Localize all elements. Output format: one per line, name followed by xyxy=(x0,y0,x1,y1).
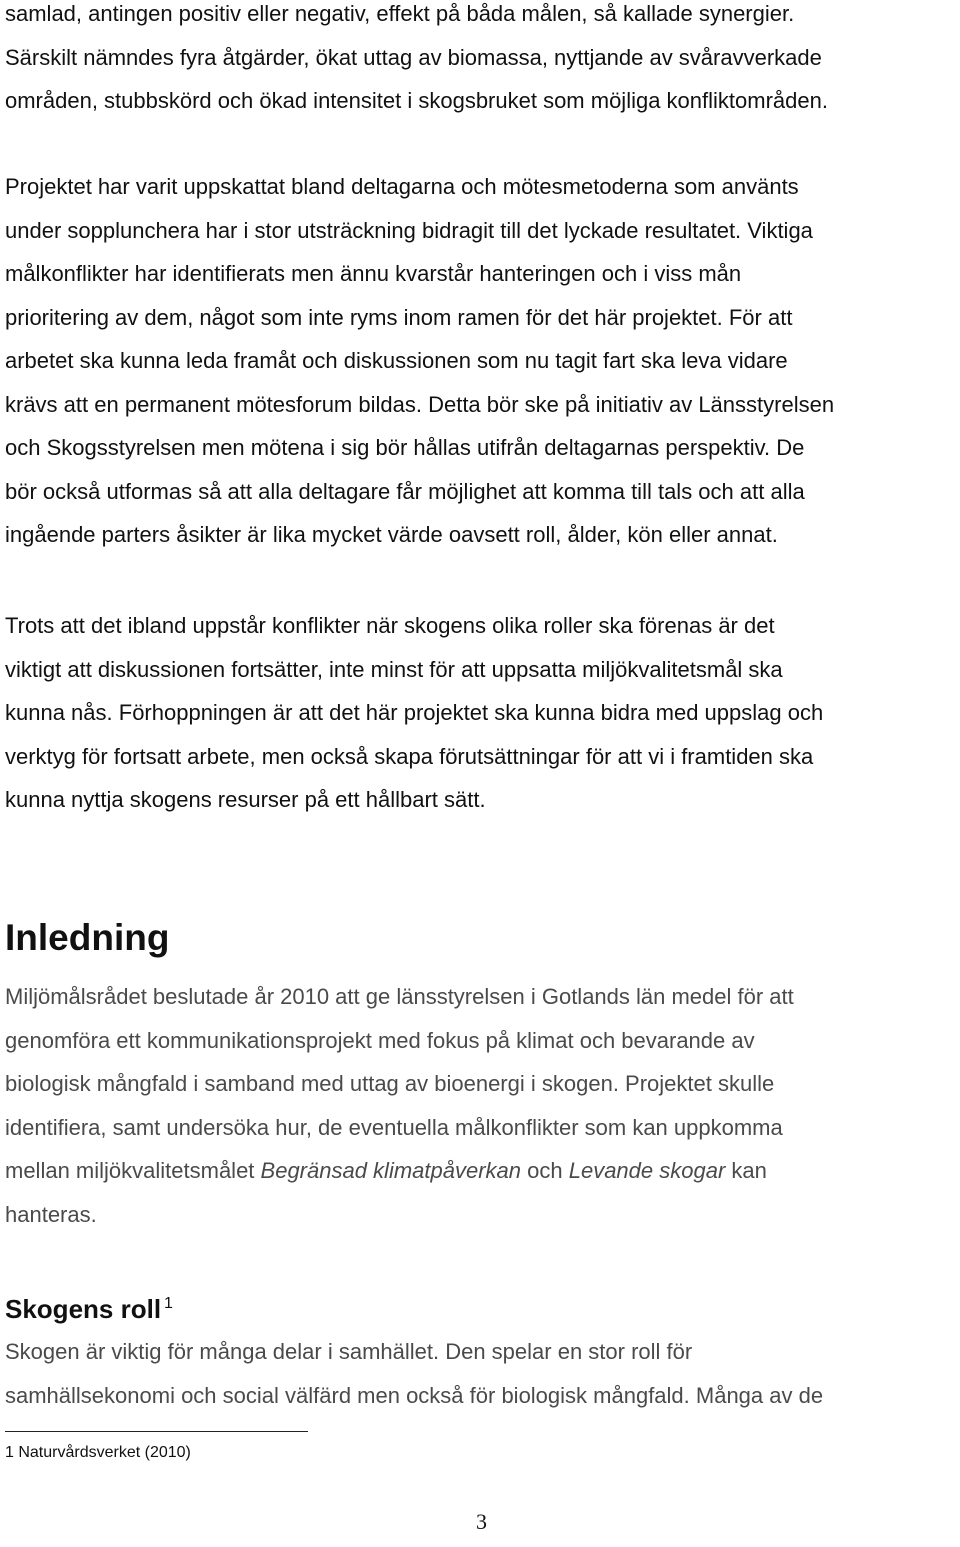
text-line: under sopplunchera har i stor utsträckning bidragit till det lyckade resultatet. Viktiga xyxy=(5,217,813,243)
text-line: kunna nyttja skogens resurser på ett hållbart sätt. xyxy=(5,787,486,812)
text-line: Trots att det ibland uppstår konflikter när skogens olika roller ska förenas är det xyxy=(5,613,775,638)
heading-text: Skogens roll xyxy=(5,1294,162,1324)
text-fragment: kan xyxy=(725,1158,767,1183)
text-line: verktyg för fortsatt arbete, men också skapa förutsättningar för att vi i framtiden ska xyxy=(5,743,814,769)
text-line: Särskilt nämndes fyra åtgärder, ökat uttag av biomassa, nyttjande av svåravverkade xyxy=(5,44,822,70)
text-line: samhällsekonomi och social välfärd men också för biologisk mångfald. Många av de xyxy=(5,1382,824,1408)
text-line: bör också utformas så att alla deltagare får möjlighet att komma till tals och att alla xyxy=(5,478,805,504)
footnote-separator xyxy=(5,1431,308,1432)
footnote-reference[interactable]: 1 xyxy=(164,1295,173,1312)
heading-inledning: Inledning xyxy=(5,917,170,958)
text-line: hanteras. xyxy=(5,1201,97,1227)
goal-name-klimat: Begränsad klimatpåverkan xyxy=(260,1158,522,1183)
text-line: krävs att en permanent mötesforum bildas. Detta bör ske på initiativ av Länsstyrelsen xyxy=(5,391,835,417)
text-line: genomföra ett kommunikationsprojekt med fokus på klimat och bevarande av xyxy=(5,1027,755,1053)
text-fragment: mellan miljökvalitetsmålet xyxy=(5,1158,261,1183)
paragraph-conclusion xyxy=(5,604,955,822)
text-line: ingående parters åsikter är lika mycket värde oavsett roll, ålder, kön eller annat. xyxy=(5,522,778,547)
text-line: Projektet har varit uppskattat bland deltagarna och mötesmetoderna som använts xyxy=(5,174,799,199)
page-number: 3 xyxy=(476,1509,487,1534)
text-fragment: och xyxy=(521,1158,569,1183)
text-line: kunna nås. Förhoppningen är att det här projektet ska kunna bidra med uppslag och xyxy=(5,700,824,725)
text-line: prioritering av dem, något som inte ryms inom ramen för det här projektet. För att xyxy=(5,304,793,330)
text-line: Miljömålsrådet beslutade år 2010 att ge länsstyrelsen i Gotlands län medel för att xyxy=(5,984,794,1009)
paragraph-inledning xyxy=(5,975,955,1236)
paragraph-project-evaluation xyxy=(5,165,955,557)
text-line: identifiera, samt undersöka hur, de eventuella målkonflikter som kan uppkomma xyxy=(5,1114,783,1140)
text-line: målkonflikter har identifierats men ännu kvarstår hanteringen och i viss mån xyxy=(5,261,742,286)
heading-skogens-roll xyxy=(5,1284,173,1329)
text-line: viktigt att diskussionen fortsätter, inte minst för att uppsatta miljökvalitetsmål ska xyxy=(5,656,783,682)
paragraph-continuation xyxy=(5,0,955,123)
text-line: biologisk mångfald i samband med uttag av bioenergi i skogen. Projektet skulle xyxy=(5,1071,775,1096)
text-line: samlad, antingen positiv eller negativ, effekt på båda målen, så kallade synergier. xyxy=(5,1,795,26)
paragraph-skogens-roll xyxy=(5,1330,955,1417)
text-line: arbetet ska kunna leda framåt och diskussionen som nu tagit fart ska leva vidare xyxy=(5,348,788,373)
text-line: områden, stubbskörd och ökad intensitet i skogsbruket som möjliga konfliktområden. xyxy=(5,88,828,113)
text-line: Skogen är viktig för många delar i samhället. Den spelar en stor roll för xyxy=(5,1339,693,1364)
text-line: och Skogsstyrelsen men mötena i sig bör hållas utifrån deltagarnas perspektiv. De xyxy=(5,435,805,460)
text-line xyxy=(5,1149,955,1193)
goal-name-skogar: Levande skogar xyxy=(568,1158,726,1183)
footnote: 1 Naturvårdsverket (2010) xyxy=(5,1444,191,1461)
